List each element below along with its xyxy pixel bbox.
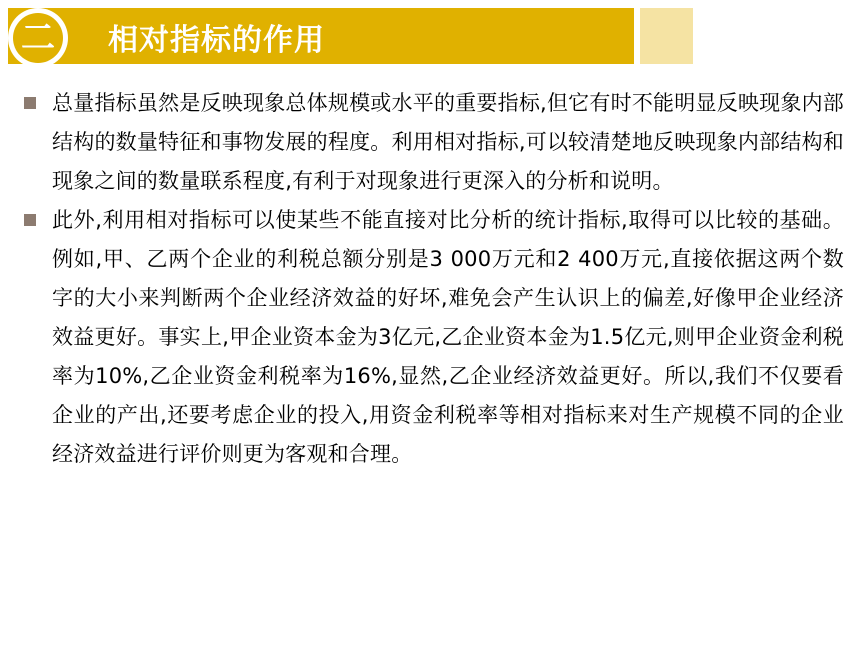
paragraph-2 <box>24 201 844 474</box>
square-bullet-icon <box>24 97 36 109</box>
section-number: 二 <box>13 13 63 63</box>
paragraph-1 <box>24 84 844 201</box>
paragraph-text: 总量指标虽然是反映现象总体规模或水平的重要指标,但它有时不能明显反映现象内部结构的数量特征和事物发展的程度。利用相对指标,可以较清楚地反映现象内部结构和现象之间的数量联系程度,有利于对现象进行更深入的分析和说明。 <box>52 91 844 193</box>
page-title: 相对指标的作用 <box>108 23 325 58</box>
paragraph-text: 此外,利用相对指标可以使某些不能直接对比分析的统计指标,取得可以比较的基础。例如,甲、乙两个企业的利税总额分别是3 000万元和2 400万元,直接依据这两个数字的大小来判断两个企业经济效益的好坏,难免会产生认识上的偏差,好像甲企业经济效益更好。事实上,甲企业资本金为3亿元,乙企业资本金为1.5亿元,则甲企业资金利税率为10%,乙企业资金利税率为16%,显然,乙企业经济效益更好。所以,我们不仅要看企业的产出,还要考虑企业的投入,用资金利税率等相对指标来对生产规模不同的企业经济效益进行评价则更为客观和合理。 <box>52 208 844 466</box>
header-tab-decoration <box>640 8 693 64</box>
square-bullet-icon <box>24 214 36 226</box>
content-area <box>24 84 844 474</box>
